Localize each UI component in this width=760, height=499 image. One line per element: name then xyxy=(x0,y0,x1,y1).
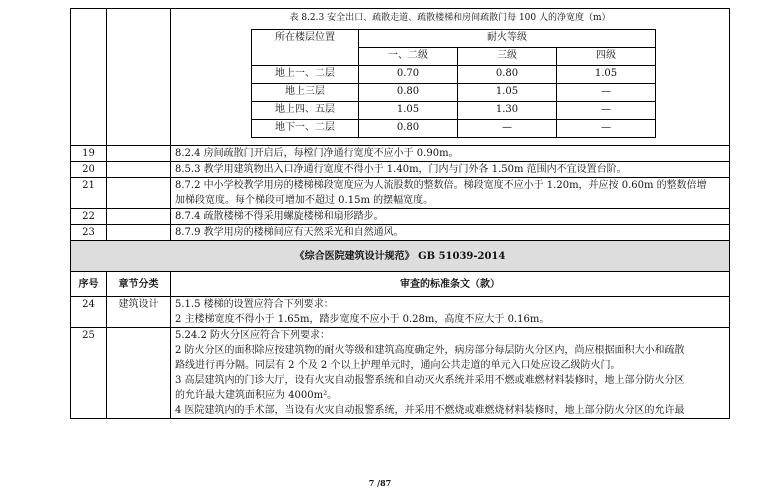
value-cell: — xyxy=(458,120,557,138)
header-number: 序号 xyxy=(71,272,107,297)
value-cell: — xyxy=(557,120,656,138)
clause-line: 8.2.4 房间疏散门开启后，每樘门净通行宽度不应小于 0.90m。 xyxy=(175,148,459,159)
category-cell: 建筑设计 xyxy=(107,297,171,328)
clause-text xyxy=(171,209,730,225)
clause-text xyxy=(171,146,730,162)
row-number: 21 xyxy=(71,178,107,209)
table-cell-empty xyxy=(107,225,171,241)
grade-header: 三级 xyxy=(458,48,557,66)
width-table xyxy=(251,29,656,138)
floor-cell: 地上一、二层 xyxy=(252,66,359,84)
value-cell: 1.05 xyxy=(458,84,557,102)
row-number: 22 xyxy=(71,209,107,225)
table-cell-empty xyxy=(107,178,171,209)
value-cell: — xyxy=(557,84,656,102)
value-cell: 0.70 xyxy=(359,66,458,84)
value-cell: 1.05 xyxy=(359,102,458,120)
inner-table-container xyxy=(171,9,730,146)
clause-text xyxy=(171,328,730,419)
clause-line: 加梯段宽度。每个梯段可增加不超过 0.15m 的摆幅宽度。 xyxy=(175,195,434,206)
clause-line: 8.7.2 中小学校教学用房的楼梯梯段宽度应为人流股数的整数倍。梯段宽度不应小于 1.20m，并应按 0.60m 的整数倍增 xyxy=(175,180,707,191)
clause-text xyxy=(171,162,730,178)
grade-header: 四级 xyxy=(557,48,656,66)
rating-header: 耐火等级 xyxy=(359,30,656,48)
value-cell: — xyxy=(557,102,656,120)
floor-cell: 地上四、五层 xyxy=(252,102,359,120)
value-cell: 1.30 xyxy=(458,102,557,120)
table-cell-empty xyxy=(71,9,107,146)
header-category: 章节分类 xyxy=(107,272,171,297)
section-title: 《综合医院建筑设计规范》 GB 51039-2014 xyxy=(71,241,730,272)
category-cell xyxy=(107,328,171,419)
inner-table-title: 表 8.2.3 安全出口、疏散走道、疏散楼梯和房间疏散门每 100 人的净宽度（m） xyxy=(289,13,611,23)
clause-line: 8.5.3 教学用建筑物出入口净通行宽度不得小于 1.40m，门内与门外各 1.50m 范围内不宜设置台阶。 xyxy=(175,164,627,175)
clause-text xyxy=(171,297,730,328)
row-number: 25 xyxy=(71,328,107,419)
value-cell: 0.80 xyxy=(359,120,458,138)
header-clause: 审查的标准条文（款） xyxy=(171,272,730,297)
clause-line: 的允许最大建筑面积应为 4000m²。 xyxy=(175,390,338,401)
clause-line: 8.7.9 教学用房的楼梯间应有天然采光和自然通风。 xyxy=(175,227,404,238)
clause-line: 8.7.4 疏散楼梯不得采用螺旋楼梯和扇形踏步。 xyxy=(175,211,384,222)
table-cell-empty xyxy=(107,209,171,225)
table-cell-empty xyxy=(107,9,171,146)
row-number: 24 xyxy=(71,297,107,328)
row-number: 23 xyxy=(71,225,107,241)
row-number: 20 xyxy=(71,162,107,178)
clause-line: 5.24.2 防火分区应符合下列要求： xyxy=(175,330,330,341)
clause-line: 5.1.5 楼梯的设置应符合下列要求： xyxy=(175,299,334,310)
floor-header: 所在楼层位置 xyxy=(252,30,359,66)
clause-line: 2 防火分区的面积除应按建筑物的耐火等级和建筑高度确定外，病房部分每层防火分区内，尚应根据面积大小和疏散 xyxy=(175,345,685,356)
table-cell-empty xyxy=(107,162,171,178)
standards-table xyxy=(70,8,730,419)
clause-text xyxy=(171,225,730,241)
clause-line: 路线进行再分隔。同层有 2 个及 2 个以上护理单元时，通向公共走道的单元入口处应设乙级防火门。 xyxy=(175,360,621,371)
clause-line: 4 医院建筑内的手术部，当设有火灾自动报警系统，并采用不燃烧或难燃烧材料装修时，地上部分防火分区的允许最 xyxy=(175,405,685,416)
value-cell: 0.80 xyxy=(458,66,557,84)
floor-cell: 地上三层 xyxy=(252,84,359,102)
clause-line: 3 高层建筑内的门诊大厅，设有火灾自动报警系统和自动灭火系统并采用不燃或难燃材料装修时，地上部分防火分区 xyxy=(175,375,685,386)
row-number: 19 xyxy=(71,146,107,162)
grade-header: 一、二级 xyxy=(359,48,458,66)
value-cell: 1.05 xyxy=(557,66,656,84)
clause-line: 2 主楼梯宽度不得小于 1.65m，踏步宽度不应小于 0.28m，高度不应大于 0.16m。 xyxy=(175,314,550,325)
floor-cell: 地下一、二层 xyxy=(252,120,359,138)
table-cell-empty xyxy=(107,146,171,162)
page-number: 7 /87 xyxy=(368,478,392,488)
value-cell: 0.80 xyxy=(359,84,458,102)
clause-text xyxy=(171,178,730,209)
